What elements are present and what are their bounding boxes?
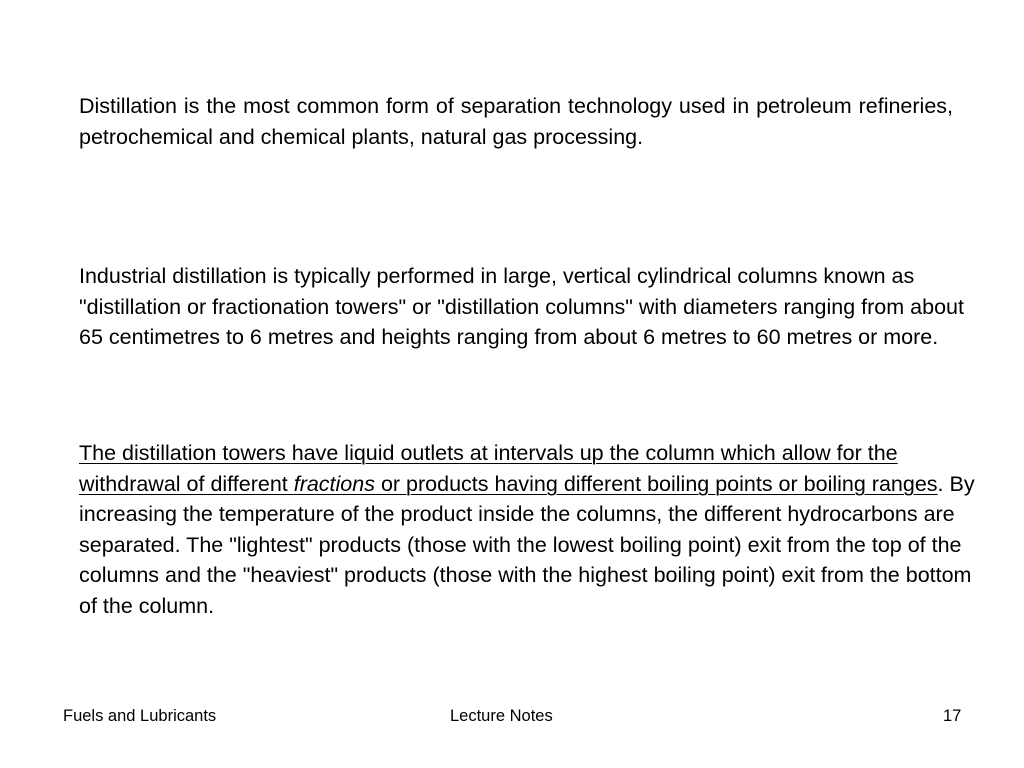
paragraph-distillation-definition: Distillation is the most common form of separation technology used in petroleum refineries, petrochemical and chemical plants, natural gas processing.: [79, 94, 953, 149]
paragraph-rest: . By increasing the temperature of the product inside the columns, the different hydrocarbons are separated. The "lightest" products (those with the lowest boiling point) exit from the top of the columns and the "heaviest" products (those with the highest boiling point) exit from the bottom of the column.: [79, 471, 975, 618]
page-number: 17: [943, 707, 962, 725]
paragraph-distillation-towers: [79, 438, 987, 621]
underlined-text-end: or products having different boiling points or boiling ranges: [374, 471, 938, 496]
paragraph-industrial-distillation: Industrial distillation is typically performed in large, vertical cylindrical columns known as "distillation or fractionation towers" or "distillation columns" with diameters ranging from about 65 centimetres to 6 metres and heights ranging from about 6 metres to 60 metres or more.: [79, 264, 964, 349]
footer-course-title: Fuels and Lubricants: [63, 707, 217, 725]
footer-lecture-notes: Lecture Notes: [450, 707, 553, 725]
underlined-text-start: The distillation towers have liquid outlets at intervals up the column which allow for the withdrawal of different: [79, 441, 898, 496]
fractions-term: fractions: [293, 471, 375, 496]
